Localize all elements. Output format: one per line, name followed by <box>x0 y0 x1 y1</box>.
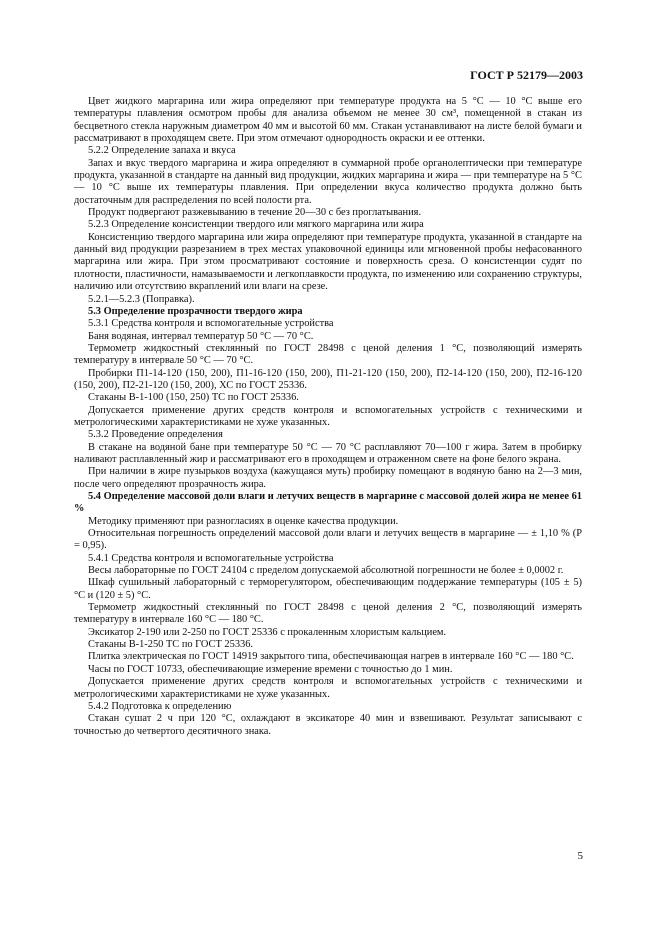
section-heading: 5.2.3 Определение консистенции твердого или мягкого маргарина или жира <box>88 219 424 231</box>
paragraph: Шкаф сушильный лабораторный с терморегулятором, обеспечивающим поддержание температуры (105 ± 5) °С и (120 ± 5) °С. <box>74 577 582 601</box>
paragraph: Термометр жидкостный стеклянный по ГОСТ 28498 с ценой деления 1 °С, позволяющий измерять температуру в интервале 50 °С — 70 °С. <box>74 342 582 367</box>
paragraph: Цвет жидкого маргарина или жира определяют при температуре продукта на 5 °С — 10 °С выше его температуры плавления осмотром пробы для анализа объемом не менее 30 см³, помещенной в стакан из бесцветного стекла наружным диаметром 40 мм и высотой 60 мм. Стакан устанавливают на листе белой бумаги и рассматривают в проходящем свете. При этом отмечают однородность окраски и ее оттенки. <box>74 96 582 145</box>
paragraph: Допускается применение других средств контроля и вспомогательных устройств с техническими и метрологическими характеристиками не хуже указанных. <box>74 404 582 428</box>
paragraph: Плитка электрическая по ГОСТ 14919 закрытого типа, обеспечивающая нагрев в интервале 160 °С — 180 °С. <box>88 651 574 663</box>
paragraph: Пробирки П1-14-120 (150, 200), П1-16-120 (150, 200), П1-21-120 (150, 200), П2-14-120 (150, 200), П2-16-120 (150, 200), П2-21-120 (150, 200), ХС по ГОСТ 25336. <box>74 367 582 391</box>
section-heading: 5.2.2 Определение запаха и вкуса <box>88 145 236 157</box>
paragraph: Запах и вкус твердого маргарина и жира определяют в суммарной пробе органолептически при температуре продукта, указанной в стандарте на данный вид продукции, жидких маргарина и жира — при температуре на 5 °С — 10 °С выше их температуры плавления. При определении вкуса количество продукта должно быть достаточным для распределения по всей полости рта. <box>74 157 582 206</box>
paragraph: Термометр жидкостный стеклянный по ГОСТ 28498 с ценой деления 2 °С, позволяющий измерять температуру в интервале 160 °С — 180 °С. <box>74 602 582 626</box>
page-number: 5 <box>577 850 583 862</box>
section-heading: 5.4.2 Подготовка к определению <box>88 700 232 712</box>
document-body <box>74 96 582 738</box>
section-heading: 5.4.1 Средства контроля и вспомогательные устройства <box>88 552 334 564</box>
paragraph: Весы лабораторные по ГОСТ 24104 с пределом допускаемой абсолютной погрешности не более ± 0,0002 г. <box>88 565 564 577</box>
section-heading: 5.3 Определение прозрачности твердого жира <box>88 305 303 317</box>
paragraph: Баня водяная, интервал температур 50 °С — 70 °С. <box>88 330 314 342</box>
paragraph: Консистенцию твердого маргарина или жира определяют при температуре продукта, указанной в стандарте на данный вид продукции разрезанием в трех местах упаковочной единицы или мгновенной пробы нефасованного маргарина или жира. При этом просматривают состояние и поверхность среза. О консистенции судят по плотности, пластичности, намазываемости и легкоплавкости продукта, по изменению или сохранению структуры, наличию или отсутствию вкраплений или влаги на срезе. <box>74 231 582 293</box>
paragraph: Часы по ГОСТ 10733, обеспечивающие измерение времени с точностью до 1 мин. <box>88 663 453 675</box>
paragraph: В стакане на водяной бане при температуре 50 °С — 70 °С расплавляют 70—100 г жира. Затем в пробирку наливают расплавленный жир и рассматривают его в проходящем и отраженном свете на фоне белого экрана. <box>74 441 582 465</box>
document-header: ГОСТ Р 52179—2003 <box>470 68 583 82</box>
section-heading: 5.3.1 Средства контроля и вспомогательные устройства <box>88 318 334 330</box>
amendment-note: 5.2.1—5.2.3 (Поправка). <box>88 293 195 305</box>
paragraph: При наличии в жире пузырьков воздуха (кажущаяся муть) пробирку помещают в водяную баню на 2—3 мин, после чего определяют прозрачность жира. <box>74 466 582 490</box>
paragraph: Продукт подвергают разжевыванию в течение 20—30 с без проглатывания. <box>88 207 422 219</box>
paragraph: Стаканы В-1-250 ТС по ГОСТ 25336. <box>88 639 254 651</box>
paragraph: Методику применяют при разногласиях в оценке качества продукции. <box>88 515 399 527</box>
paragraph: Относительная погрешность определений массовой доли влаги и летучих веществ в маргарине — ± 1,10 % (Р = 0,95). <box>74 528 582 552</box>
paragraph: Стаканы В-1-100 (150, 250) ТС по ГОСТ 25336. <box>88 392 299 404</box>
paragraph: Допускается применение других средств контроля и вспомогательных устройств с техническими и метрологическими характеристиками не хуже указанных. <box>74 676 582 700</box>
section-heading: 5.4 Определение массовой доли влаги и летучих веществ в маргарине с массовой долей жира не менее 61 % <box>74 491 582 515</box>
paragraph: Стакан сушат 2 ч при 120 °С, охлаждают в эксикаторе 40 мин и взвешивают. Результат записывают с точностью до четвертого десятичного знака. <box>74 713 582 737</box>
paragraph: Эксикатор 2-190 или 2-250 по ГОСТ 25336 с прокаленным хлористым кальцием. <box>88 626 447 638</box>
section-heading: 5.3.2 Проведение определения <box>88 429 223 441</box>
